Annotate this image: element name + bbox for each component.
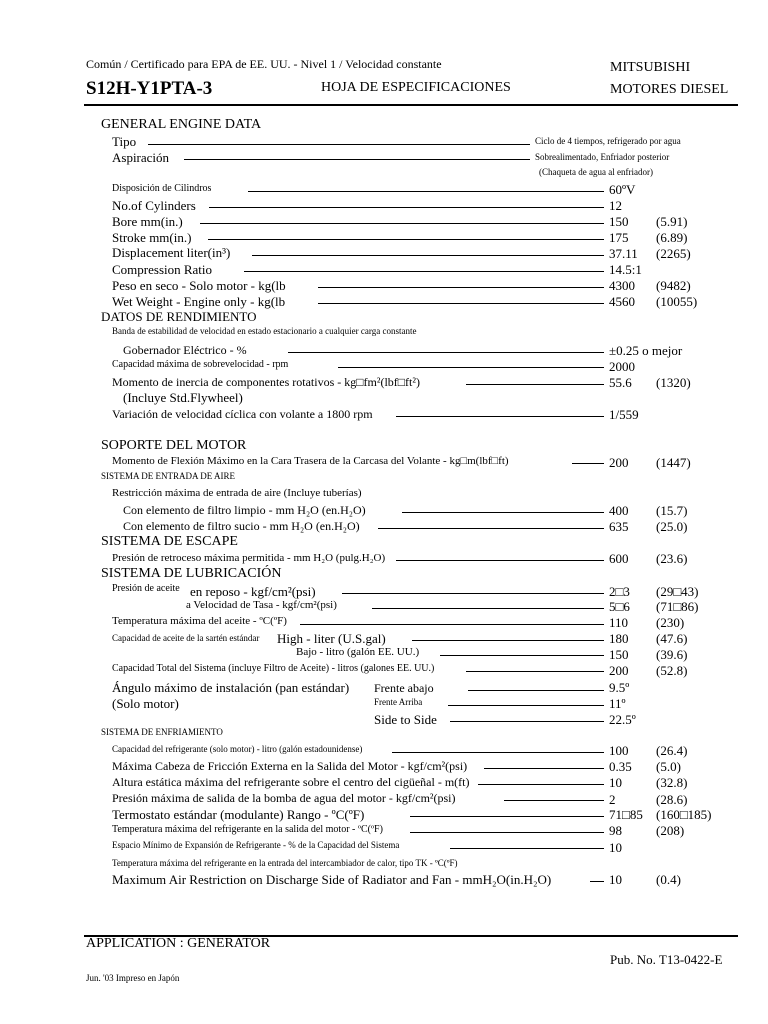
sump-high-alt: (47.6) — [656, 631, 688, 646]
application: APPLICATION : GENERATOR — [86, 936, 271, 951]
leader-line — [148, 144, 530, 145]
governor-value: ±0.25 o mejor — [609, 343, 683, 358]
clean-filter-alt: (15.7) — [656, 503, 688, 518]
leader-line — [440, 655, 604, 656]
leader-line — [318, 303, 604, 304]
section-lubrication: SISTEMA DE LUBRICACIÓN — [101, 566, 282, 581]
oil-at-rest-label: en reposo - kgf/cm²(psi) — [190, 584, 316, 599]
friction-head-alt: (5.0) — [656, 759, 681, 774]
sump-label: Capacidad de aceite de la sartén estándar — [112, 633, 260, 643]
thermostat-label: Termostato estándar (modulante) Rango - ºC(ºF) — [112, 807, 365, 822]
leader-line — [590, 881, 604, 882]
leader-line — [484, 768, 604, 769]
oil-rated-alt: (71□86) — [656, 599, 699, 614]
overspeed-value: 2000 — [609, 359, 635, 374]
inertia-alt: (1320) — [656, 375, 691, 390]
dry-weight-alt: (9482) — [656, 278, 691, 293]
static-head-label: Altura estática máxima del refrigerante sobre el centro del cigüeñal - m(ft) — [112, 775, 470, 789]
stroke-value: 175 — [609, 230, 629, 245]
back-pressure-alt: (23.6) — [656, 551, 688, 566]
radiator-restriction-value: 10 — [609, 872, 622, 887]
thermostat-value: 71□85 — [609, 807, 643, 822]
radiator-restriction-label: Maximum Air Restriction on Discharge Side of Radiator and Fan - mmH₂O(in.H₂O) — [112, 872, 552, 887]
leader-line — [342, 593, 604, 594]
dry-weight-label: Peso en seco - Solo motor - kg(lb — [112, 278, 286, 293]
overspeed-label: Capacidad máxima de sobrevelocidad - rpm — [112, 359, 289, 370]
leader-line — [412, 640, 604, 641]
leader-line — [252, 255, 604, 256]
angle-label: Ángulo máximo de instalación (pan estándar) — [112, 680, 350, 695]
type-label: Tipo — [112, 134, 137, 149]
leader-line — [184, 159, 530, 160]
leader-line — [378, 528, 604, 529]
leader-line — [300, 624, 604, 625]
compression-value: 14.5:1 — [609, 262, 642, 277]
dirty-filter-label: Con elemento de filtro sucio - mm H₂O (en.H₂O) — [123, 519, 360, 533]
back-pressure-value: 600 — [609, 551, 629, 566]
restriction-label: Restricción máxima de entrada de aire (Incluye tuberías) — [112, 487, 362, 499]
aspiration-label: Aspiración — [112, 150, 170, 165]
stability-label: Banda de estabilidad de velocidad en estado estacionario a cualquier carga constante — [112, 326, 417, 336]
governor-label: Gobernador Eléctrico - % — [123, 343, 247, 357]
leader-line — [466, 384, 604, 385]
expansion-label: Espacio Mínimo de Expansión de Refrigerante - % de la Capacidad del Sistema — [112, 840, 400, 850]
inertia-note: (Incluye Std.Flywheel) — [123, 390, 243, 405]
leader-line — [392, 752, 604, 753]
sump-low-value: 150 — [609, 647, 629, 662]
sump-low-label: Bajo - litro (galón EE. UU.) — [296, 646, 420, 658]
sump-high-label: High - liter (U.S.gal) — [277, 631, 386, 646]
bore-value: 150 — [609, 214, 629, 229]
bore-label: Bore mm(in.) — [112, 214, 183, 229]
leader-line — [288, 352, 604, 353]
leader-line — [466, 671, 604, 672]
oil-pressure-label: Presión de aceite — [112, 583, 180, 594]
bore-alt: (5.91) — [656, 214, 688, 229]
header-subtitle: Común / Certificado para EPA de EE. UU. - Nivel 1 / Velocidad constante — [86, 57, 442, 71]
oil-rated-label: a Velocidad de Tasa - kgf/cm²(psi) — [186, 599, 337, 611]
leader-line — [318, 287, 604, 288]
sump-low-alt: (39.6) — [656, 647, 688, 662]
wet-weight-value: 4560 — [609, 294, 635, 309]
sump-high-value: 180 — [609, 631, 629, 646]
leader-line — [338, 367, 604, 368]
brand-line-2: MOTORES DIESEL — [610, 82, 729, 97]
leader-line — [450, 721, 604, 722]
coolant-capacity-value: 100 — [609, 743, 629, 758]
section-cooling: SISTEMA DE ENFRIAMIENTO — [101, 727, 223, 737]
cyl-arrangement-label: Disposición de Cilindros — [112, 183, 212, 194]
sheet-title: HOJA DE ESPECIFICACIONES — [321, 80, 511, 95]
intercooler-temp-label: Temperatura máxima del refrigerante en la entrada del intercambiador de calor, tipo TK - ºC(ºF) — [112, 858, 458, 868]
bending-alt: (1447) — [656, 455, 691, 470]
wet-weight-alt: (10055) — [656, 294, 698, 309]
leader-line — [402, 512, 604, 513]
inertia-value: 55.6 — [609, 375, 632, 390]
stroke-label: Stroke mm(in.) — [112, 230, 192, 245]
coolant-capacity-label: Capacidad del refrigerante (solo motor) - litro (galón estadounidense) — [112, 744, 363, 754]
total-capacity-alt: (52.8) — [656, 663, 688, 678]
section-mount: SOPORTE DEL MOTOR — [101, 438, 247, 453]
radiator-restriction-alt: (0.4) — [656, 872, 681, 887]
friction-head-value: 0.35 — [609, 759, 632, 774]
brand-line-1: MITSUBISHI — [610, 60, 691, 75]
leader-line — [208, 239, 604, 240]
section-air-intake: SISTEMA DE ENTRADA DE AIRE — [101, 471, 236, 481]
clean-filter-value: 400 — [609, 503, 629, 518]
back-pressure-label: Presión de retroceso máxima permitida - mm H₂O (pulg.H₂O) — [112, 552, 386, 564]
bending-value: 200 — [609, 455, 629, 470]
static-head-alt: (32.8) — [656, 775, 688, 790]
total-capacity-label: Capacidad Total del Sistema (incluye Filtro de Aceite) - litros (galones EE. UU.) — [112, 663, 435, 674]
leader-line — [244, 271, 604, 272]
friction-head-label: Máxima Cabeza de Fricción Externa en la Salida del Motor - kgf/cm²(psi) — [112, 759, 468, 773]
inertia-label: Momento de inercia de componentes rotativos - kg□fm²(lbf□ft²) — [112, 375, 420, 389]
leader-line — [448, 705, 604, 706]
oil-rated-value: 5□6 — [609, 599, 630, 614]
oil-temp-value: 110 — [609, 615, 629, 630]
clean-filter-label: Con elemento de filtro limpio - mm H₂O (en.H₂O) — [123, 503, 366, 517]
thermostat-alt: (160□185) — [656, 807, 712, 822]
oil-temp-alt: (230) — [656, 615, 685, 630]
stroke-alt: (6.89) — [656, 230, 688, 245]
cylinders-label: No.of Cylinders — [112, 198, 196, 213]
displacement-alt: (2265) — [656, 246, 691, 261]
printed-date: Jun. '03 Impreso en Japón — [86, 973, 180, 983]
section-performance: DATOS DE RENDIMIENTO — [101, 309, 257, 324]
oil-at-rest-value: 2□3 — [609, 584, 630, 599]
front-up-value: 11º — [609, 696, 626, 711]
leader-line — [248, 191, 604, 192]
oil-at-rest-alt: (29□43) — [656, 584, 699, 599]
front-up-label: Frente Arriba — [374, 697, 423, 707]
leader-line — [478, 784, 604, 785]
leader-line — [209, 207, 604, 208]
side-to-side-value: 22.5º — [609, 712, 636, 727]
pump-pressure-value: 2 — [609, 792, 616, 807]
wet-weight-label: Wet Weight - Engine only - kg(lb — [112, 294, 286, 309]
leader-line — [410, 832, 604, 833]
cyclic-label: Variación de velocidad cíclica con volante a 1800 rpm — [112, 407, 373, 421]
displacement-value: 37.11 — [609, 246, 638, 261]
aspiration-value: Sobrealimentado, Enfriador posterior — [535, 152, 670, 162]
front-down-label: Frente abajo — [374, 681, 434, 695]
model-number: S12H-Y1PTA-3 — [86, 78, 213, 99]
dirty-filter-value: 635 — [609, 519, 629, 534]
leader-line — [200, 223, 604, 224]
oil-temp-label: Temperatura máxima del aceite - ºC(ºF) — [112, 615, 287, 627]
dirty-filter-alt: (25.0) — [656, 519, 688, 534]
side-to-side-label: Side to Side — [374, 712, 437, 727]
pump-pressure-alt: (28.6) — [656, 792, 688, 807]
type-value: Ciclo de 4 tiempos, refrigerado por agua — [535, 136, 681, 146]
leader-line — [468, 690, 604, 691]
outlet-temp-label: Temperatura máxima del refrigerante en la salida del motor - ºC(ºF) — [112, 824, 383, 835]
outlet-temp-value: 98 — [609, 823, 622, 838]
cyl-arrangement-value: 60ºV — [609, 182, 636, 197]
pump-pressure-label: Presión máxima de salida de la bomba de agua del motor - kgf/cm²(psi) — [112, 791, 456, 805]
outlet-temp-alt: (208) — [656, 823, 685, 838]
section-general: GENERAL ENGINE DATA — [101, 117, 262, 132]
bending-label: Momento de Flexión Máximo en la Cara Trasera de la Carcasa del Volante - kg□m(lbf□ft) — [112, 455, 509, 467]
leader-line — [372, 608, 604, 609]
publication-number: Pub. No. T13-0422-E — [610, 952, 723, 967]
leader-line — [450, 848, 604, 849]
dry-weight-value: 4300 — [609, 278, 635, 293]
leader-line — [396, 416, 604, 417]
cylinders-value: 12 — [609, 198, 622, 213]
static-head-value: 10 — [609, 775, 622, 790]
aspiration-note: (Chaqueta de agua al enfriador) — [539, 167, 653, 177]
expansion-value: 10 — [609, 840, 622, 855]
coolant-capacity-alt: (26.4) — [656, 743, 688, 758]
displacement-label: Displacement liter(in³) — [112, 245, 231, 260]
header-rule — [84, 104, 738, 106]
leader-line — [504, 800, 604, 801]
total-capacity-value: 200 — [609, 663, 629, 678]
cyclic-value: 1/559 — [609, 407, 639, 422]
section-exhaust: SISTEMA DE ESCAPE — [101, 534, 238, 549]
front-down-value: 9.5º — [609, 680, 630, 695]
compression-label: Compression Ratio — [112, 262, 213, 277]
angle-note: (Solo motor) — [112, 696, 179, 711]
leader-line — [396, 560, 604, 561]
leader-line — [410, 816, 604, 817]
leader-line — [572, 463, 604, 464]
